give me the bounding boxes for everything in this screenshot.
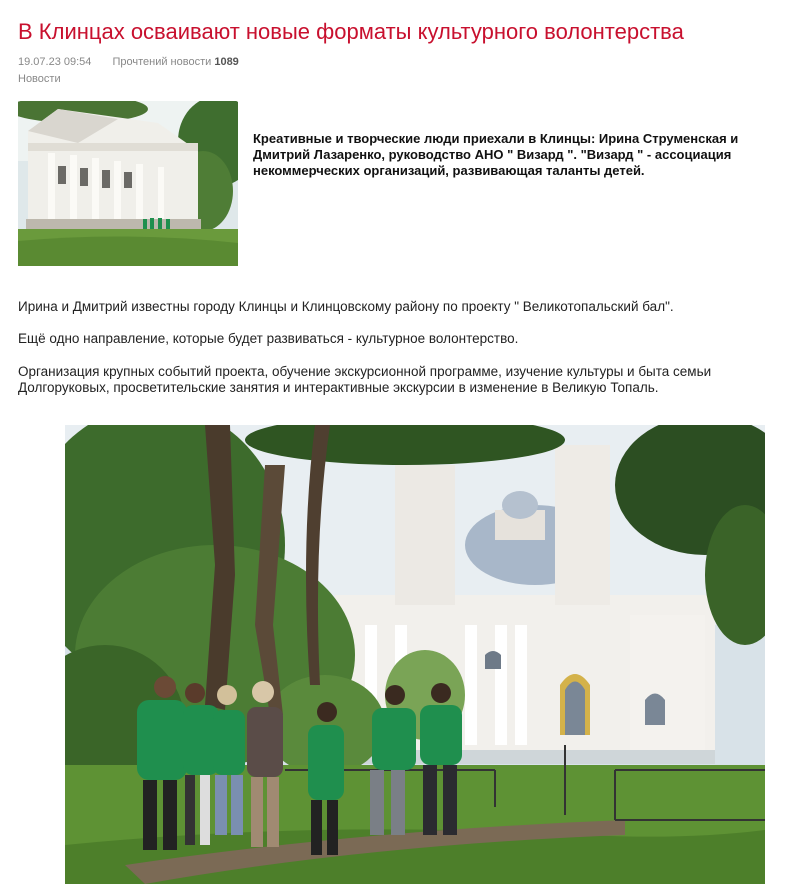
church-volunteers-photo [65, 425, 765, 884]
manor-thumbnail-image [18, 101, 238, 266]
article-title: В Клинцах осваивают новые форматы культурного волонтерства [18, 19, 684, 44]
article-paragraph-1: Ирина и Дмитрий известны городу Клинцы и Клинцовскому району по проекту " Великотопальский бал". [18, 299, 674, 314]
article-meta [18, 56, 239, 68]
article-lead: Креативные и творческие люди приехали в Клинцы: Ирина Струменская и Дмитрий Лазаренко, руководство АНО " Визард ". "Визард " - ассоциация некоммерческих организаций, развивающая таланты детей. [253, 131, 739, 178]
article-paragraph-3: Организация крупных событий проекта, обучение экскурсионной программе, изучение культуры и быта семьи Долгоруковых, просветительские занятия и интерактивные экскурсии в изменение в Великую Топаль. [18, 364, 712, 395]
views-count: 1089 [214, 56, 239, 68]
category-link[interactable]: Новости [18, 73, 61, 85]
article-paragraph-2: Ещё одно направление, которые будет развиваться - культурное волонтерство. [18, 331, 519, 346]
views-label: Прочтений новости [112, 56, 212, 68]
publish-date: 19.07.23 09:54 [18, 56, 92, 68]
